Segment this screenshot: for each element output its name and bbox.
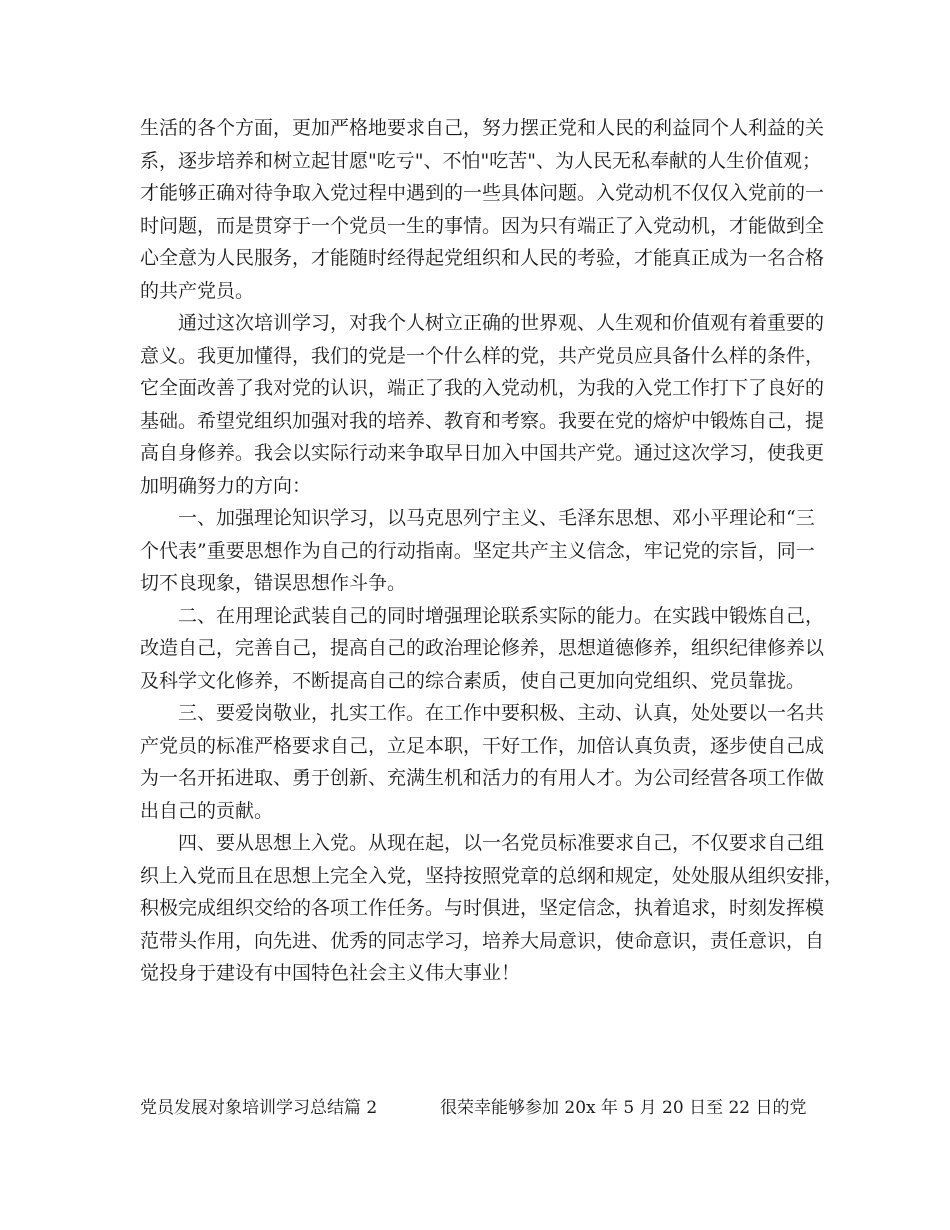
text-line: 高自身修养。我会以实际行动来争取早日加入中国共产党。通过这次学习，使我更 (140, 442, 825, 464)
text-line: 范带头作用，向先进、优秀的同志学习，培养大局意识，使命意识，责任意识，自 (140, 929, 825, 952)
text-line: 基础。希望党组织加强对我的培养、教育和考察。我要在党的熔炉中锻炼自己，提 (140, 409, 825, 432)
text-line: 时问题，而是贯穿于一个党员一生的事情。因为只有端正了入党动机，才能做到全 (140, 214, 825, 237)
text-line: 它全面改善了我对党的认识，端正了我的入党动机，为我的入党工作打下了良好的 (140, 377, 825, 399)
text-line: 及科学文化修养，不断提高自己的综合素质，使自己更加向党组织、党员靠拢。 (140, 669, 806, 692)
text-line: 一、加强理论知识学习，以马克思列宁主义、毛泽东思想、邓小平理论和“三 (178, 507, 815, 529)
text-line: 生活的各个方面，更加严格地要求自己，努力摆正党和人民的利益同个人利益的关 (140, 117, 825, 139)
text-line: 为一名开拓进取、勇于创新、充满生机和活力的有用人才。为公司经营各项工作做 (140, 767, 825, 789)
text-line: 意义。我更加懂得，我们的党是一个什么样的党，共产党员应具备什么样的条件， (140, 344, 825, 367)
section-title: 党员发展对象培训学习总结篇 2 (140, 1098, 378, 1118)
text-line: 才能够正确对待争取入党过程中遇到的一些具体问题。入党动机不仅仅入党前的一 (140, 182, 825, 204)
text-line: 切不良现象，错误思想作斗争。 (140, 572, 407, 594)
text-line: 系，逐步培养和树立起甘愿"吃亏"、不怕"吃苦"、为人民无私奉献的人生价值观； (140, 149, 821, 172)
text-line: 觉投身于建设有中国特色社会主义伟大事业！ (140, 962, 521, 984)
text-line: 积极完成组织交给的各项工作任务。与时俱进，坚定信念，执着追求，时刻发挥模 (140, 897, 825, 919)
text-line: 个代表”重要思想作为自己的行动指南。坚定共产主义信念，牢记党的宗旨，同一 (140, 539, 815, 562)
text-line: 心全意为人民服务，才能随时经得起党组织和人民的考验，才能真正成为一名合格 (140, 247, 825, 269)
text-line: 产党员的标准严格要求自己，立足本职，干好工作，加倍认真负责，逐步使自己成 (140, 734, 825, 757)
text-line: 加明确努力的方向： (140, 474, 312, 497)
text-line: 改造自己，完善自己，提高自己的政治理论修养，思想道德修养，组织纪律修养以 (140, 637, 825, 659)
text-line: 出自己的贡献。 (140, 799, 274, 822)
text-line: 通过这次培训学习，对我个人树立正确的世界观、人生观和价值观有着重要的 (178, 312, 825, 334)
text-line: 三、要爱岗敬业，扎实工作。在工作中要积极、主动、认真，处处要以一名共 (178, 702, 825, 724)
text-line: 四、要从思想上入党。从现在起，以一名党员标准要求自己，不仅要求自己组 (178, 832, 825, 854)
text-line: 的共产党员。 (140, 279, 255, 302)
next-section-line (140, 1092, 812, 1124)
section-intro-text: 很荣幸能够参加 20x 年 5 月 20 日至 22 日的党 (440, 1098, 807, 1118)
text-line: 织上入党而且在思想上完全入党，坚持按照党章的总纲和规定，处处服从组织安排， (140, 864, 844, 887)
text-line: 二、在用理论武装自己的同时增强理论联系实际的能力。在实践中锻炼自己， (178, 604, 825, 627)
document-body (140, 112, 844, 990)
